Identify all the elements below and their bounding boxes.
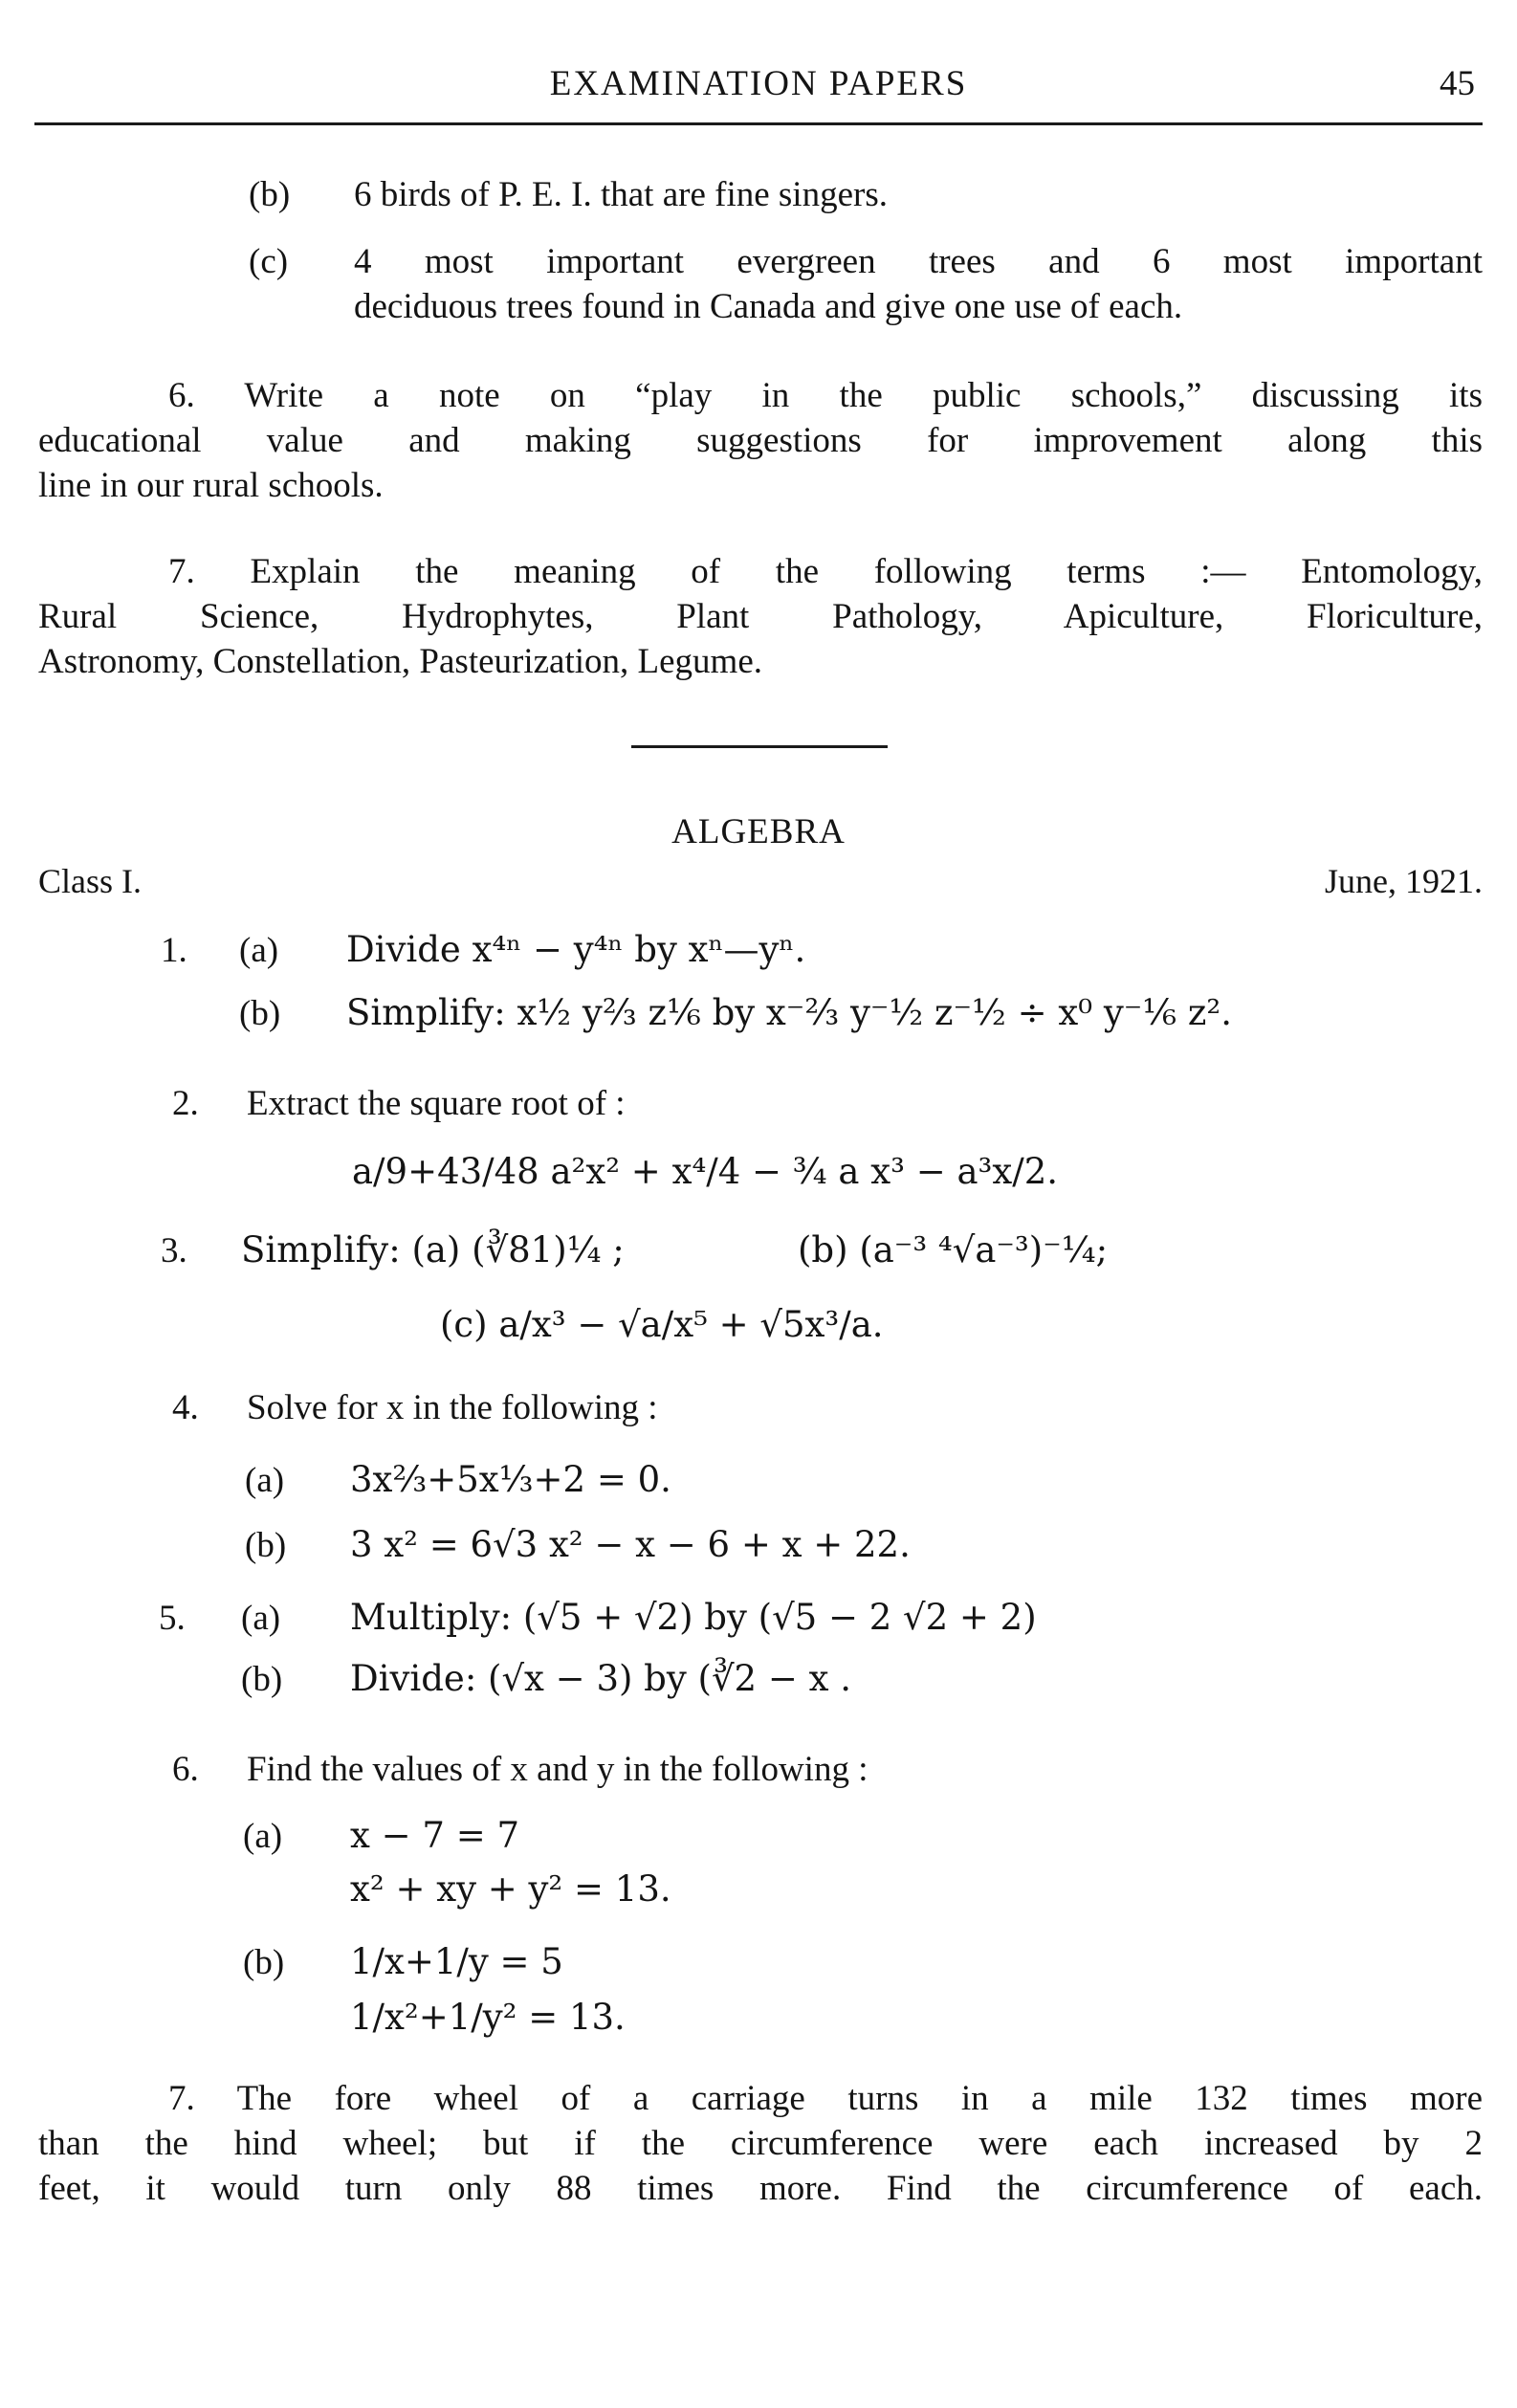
item-c-line-1: 4 most important evergreen trees and 6 most important [354, 242, 1483, 281]
algebra-question-7 [38, 2076, 1483, 2211]
algebra-q6-b-line-1: 1/x+1/y = 5 [350, 1941, 563, 1982]
class-label: Class I. [38, 862, 142, 900]
algebra-q6-text: Find the values of x and y in the following : [247, 1750, 868, 1789]
item-c-label: (c) [249, 242, 289, 281]
algebra-q2-expression: a/9+43/48 a²x² + x⁴/4 − ¾ a x³ − a³x/2. [352, 1151, 1058, 1192]
nature-q7-line-1: 7. Explain the meaning of the following terms :— Entomology, [168, 552, 1483, 591]
algebra-q7-line-1: 7. The fore wheel of a carriage turns in a mile 132 times more [168, 2079, 1483, 2118]
algebra-q3-number: 3. [161, 1231, 187, 1270]
item-b-label: (b) [249, 175, 291, 214]
nature-question-7 [38, 549, 1483, 684]
algebra-q5-a-label: (a) [241, 1599, 281, 1638]
section-divider [631, 745, 888, 748]
algebra-q7-line-2: than the hind wheel; but if the circumference were each increased by 2 [38, 2124, 1483, 2163]
algebra-q2-text: Extract the square root of : [247, 1084, 626, 1123]
algebra-q4-text: Solve for x in the following : [247, 1388, 658, 1427]
section-title: ALGEBRA [671, 812, 846, 851]
algebra-q1-number: 1. [161, 931, 187, 970]
algebra-q1-b-text: Simplify: x½ y⅔ z⅙ by x⁻⅔ y⁻½ z⁻½ ÷ x⁰ y⁻⅙ z². [346, 992, 1233, 1033]
algebra-q2-number: 2. [172, 1084, 199, 1123]
algebra-q1-a-label: (a) [239, 931, 279, 970]
algebra-q5-number: 5. [159, 1599, 186, 1638]
algebra-q6-a-label: (a) [243, 1817, 283, 1856]
algebra-q6-b-label: (b) [243, 1943, 285, 1982]
algebra-q4-number: 4. [172, 1388, 199, 1427]
nature-q7-line-3: Astronomy, Constellation, Pasteurization, Legume. [38, 642, 763, 681]
algebra-q3-a-text: Simplify: (a) (∛81)¼ ; [241, 1229, 625, 1270]
algebra-q6-a-line-1: x − 7 = 7 [350, 1815, 519, 1856]
item-c-text [354, 239, 1483, 329]
nature-q7-line-2: Rural Science, Hydrophytes, Plant Pathology, Apiculture, Floriculture, [38, 597, 1483, 636]
algebra-q6-b-line-2: 1/x²+1/y² = 13. [350, 1997, 626, 2038]
exam-date: June, 1921. [1325, 862, 1483, 900]
nature-q6-line-1: 6. Write a note on “play in the public schools,” discussing its [168, 376, 1483, 415]
algebra-q5-b-text: Divide: (√x − 3) by (∛2 − x . [350, 1658, 851, 1699]
nature-q6-line-2: educational value and making suggestions for improvement along this [38, 421, 1483, 460]
algebra-q4-a-text: 3x⅔+5x⅓+2 = 0. [350, 1459, 671, 1500]
item-c-line-2: deciduous trees found in Canada and give one use of each. [354, 287, 1183, 326]
header-rule [34, 122, 1483, 125]
algebra-q4-b-text: 3 x² = 6√3 x² − x − 6 + x + 22. [350, 1524, 911, 1565]
algebra-q3-b-text: (b) (a⁻³ ⁴√a⁻³)⁻¼; [798, 1229, 1109, 1270]
item-b-text: 6 birds of P. E. I. that are fine singers. [354, 175, 888, 214]
page-number: 45 [1440, 64, 1475, 103]
algebra-q1-b-label: (b) [239, 994, 281, 1033]
algebra-q1-a-text: Divide x⁴ⁿ − y⁴ⁿ by xⁿ—yⁿ. [346, 929, 806, 970]
algebra-q5-a-text: Multiply: (√5 + √2) by (√5 − 2 √2 + 2) [350, 1597, 1037, 1638]
algebra-q4-a-label: (a) [245, 1461, 285, 1500]
nature-question-6 [38, 373, 1483, 508]
algebra-q6-a-line-2: x² + xy + y² = 13. [350, 1868, 671, 1910]
algebra-q4-b-label: (b) [245, 1526, 287, 1565]
running-header [34, 63, 1483, 111]
algebra-q6-number: 6. [172, 1750, 199, 1789]
algebra-q3-c-text: (c) a/x³ − √a/x⁵ + √5x³/a. [440, 1304, 884, 1345]
algebra-q7-line-3: feet, it would turn only 88 times more. Find the circumference of each. [38, 2169, 1483, 2208]
nature-q6-line-3: line in our rural schools. [38, 466, 384, 505]
running-title: EXAMINATION PAPERS [549, 64, 968, 103]
algebra-q5-b-label: (b) [241, 1660, 283, 1699]
